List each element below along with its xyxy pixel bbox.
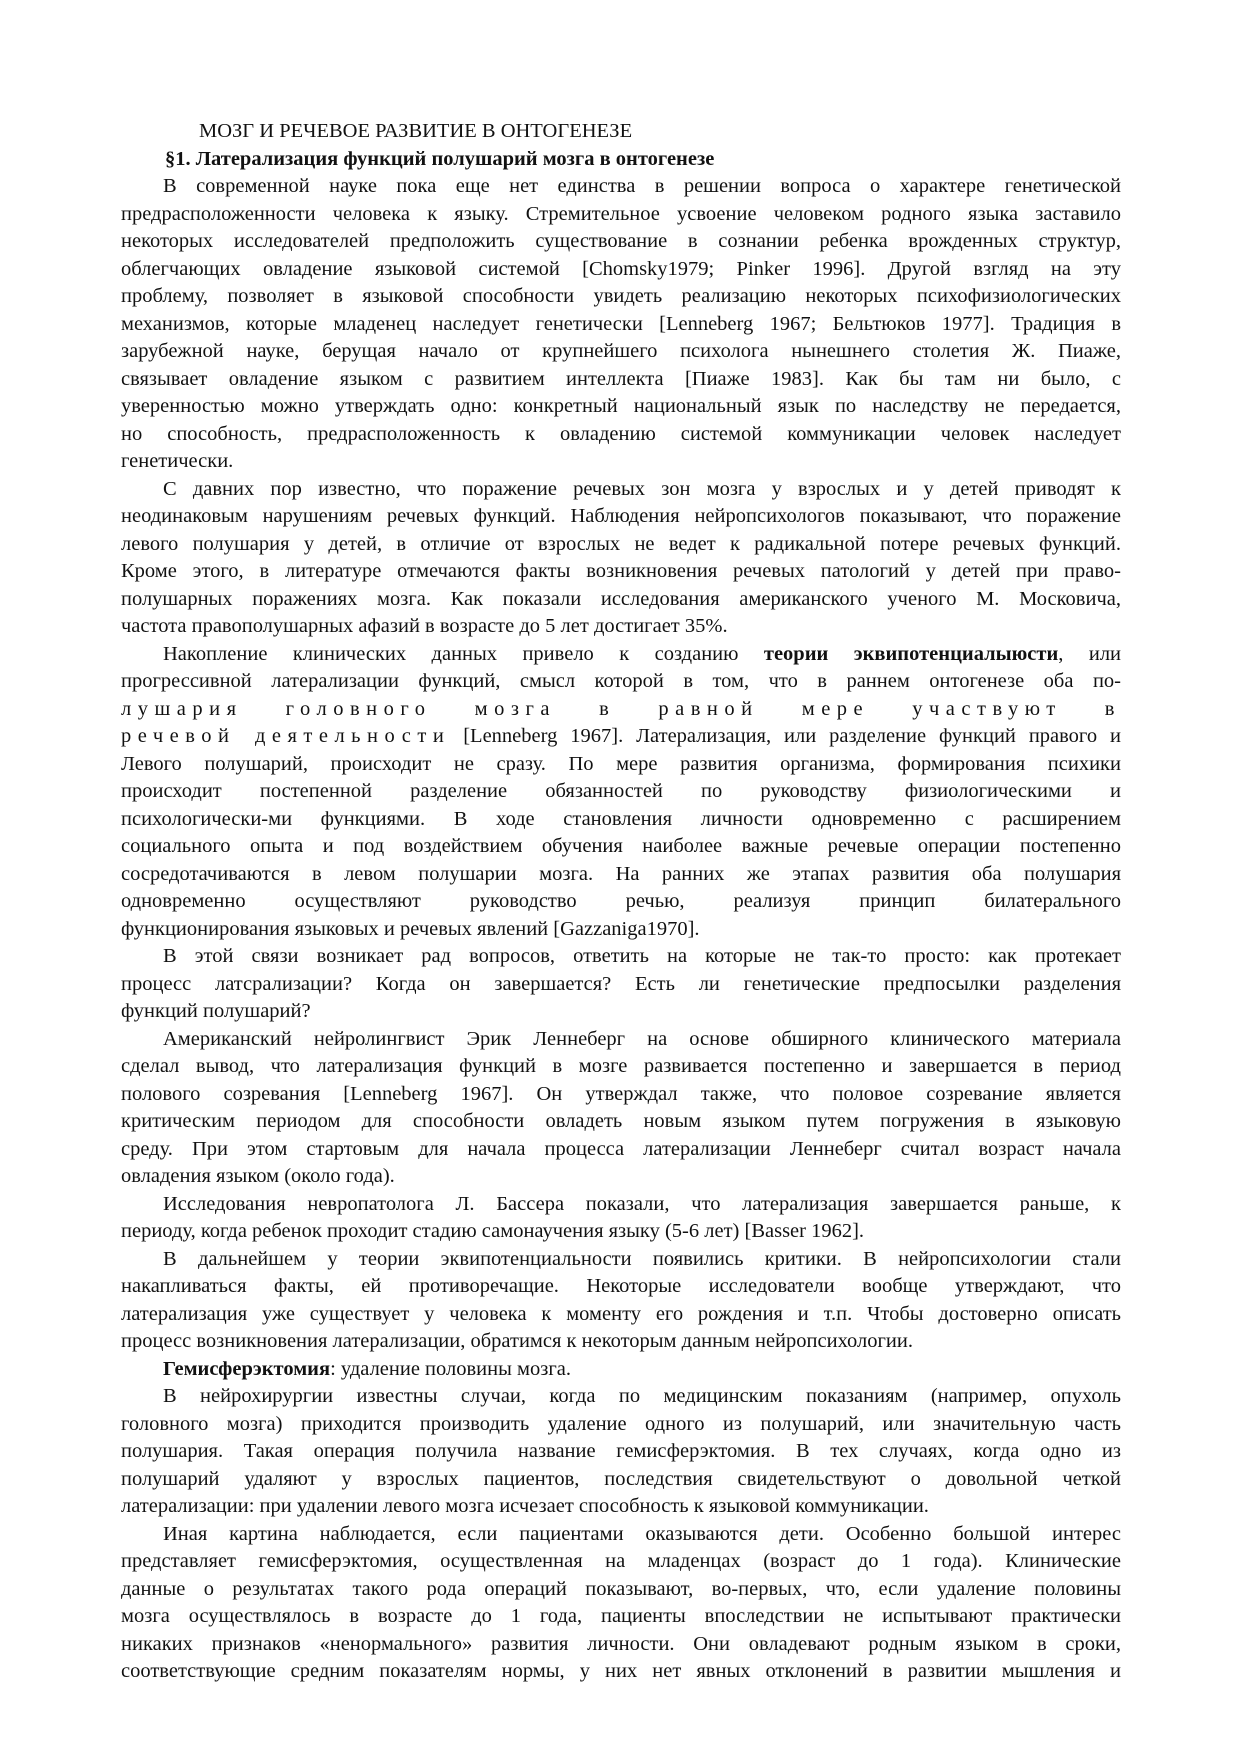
text-segment: Накопление клинических данных привело к созданию — [163, 642, 764, 665]
paragraph — [121, 173, 1121, 476]
text-line: частота правополушарных афазий в возрасте до 5 лет достигает 35%. — [121, 615, 728, 637]
text-line: головного мозга) приходится производить удаление одного из полушарий, или значительную часть — [121, 1412, 1121, 1435]
bold-term: Гемисферэктомия — [163, 1357, 331, 1380]
document-title: МОЗГ И РЕЧЕВОЕ РАЗВИТИЕ В ОНТОГЕНЕЗЕ — [199, 120, 633, 142]
section-heading: §1. Латерализация функций полушарий мозга в онтогенезе — [165, 147, 715, 170]
text-line: одновременно осуществляют руководство речью, реализуя принцип билатерального — [121, 890, 1121, 912]
text-line: процесс возникновения латерализации, обратимся к некоторым данным нейропсихологии. — [121, 1330, 913, 1352]
bold-term: теории эквипотенциалыюсти — [763, 642, 1059, 665]
text-line: неодинаковым нарушениям речевых функций. Наблюдения нейропсихологов показывают, что поражение — [121, 505, 1121, 527]
text-line: среду. При этом стартовым для начала процесса латерализации Леннеберг считал возраст начала — [121, 1137, 1121, 1160]
text-line: полушарий удаляют у взрослых пациентов, последствия свидетельствуют о довольной четкой — [121, 1467, 1121, 1490]
text-line: психологически-ми функциями. В ходе становления личности одновременно с расширением — [121, 807, 1121, 830]
text-line: С давних пор известно, что поражение речевых зон мозга у взрослых и у детей приводят к — [163, 477, 1121, 500]
document-body — [121, 173, 1121, 1686]
paragraph — [121, 1356, 1121, 1384]
paragraph — [121, 641, 1121, 944]
spaced-text: речевой деятельности — [121, 725, 451, 747]
text-line: процесс латсрализации? Когда он завершается? Есть ли генетические предпосылки разделения — [121, 972, 1121, 995]
text-line: мозга осуществлялось в возрасте до 1 года, пациенты впоследствии не испытывают практически — [121, 1605, 1121, 1627]
text-line: В современной науке пока еще нет единства в решении вопроса о характере генетической — [163, 175, 1121, 197]
paragraph — [121, 476, 1121, 641]
text-line: никаких признаков «ненормального» развития личности. Они овладевают родным языком в сроки, — [121, 1632, 1121, 1655]
text-line: функционирования языковых и речевых явлений [Gazzaniga1970]. — [121, 917, 700, 940]
text-line: периоду, когда ребенок проходит стадию самонаучения языку (5-6 лет) [Basser 1962]. — [121, 1220, 865, 1242]
text-line: зарубежной науке, берущая начало от крупнейшего психолога нынешнего столетия Ж. Пиаже, — [121, 340, 1121, 362]
text-line: критическим периодом для способности овладеть новым языком путем погружения в языковую — [121, 1110, 1121, 1132]
text-line: латерализации: при удалении левого мозга исчезает способность к языковой коммуникации. — [121, 1495, 929, 1517]
spaced-text: лушария головного мозга в равной мере участвуют в — [121, 697, 1121, 720]
text-line: соответствующие средним показателям нормы, у них нет явных отклонений в развитии мышления и — [121, 1660, 1121, 1682]
text-line: В дальнейшем у теории эквипотенциальности появились критики. В нейропсихологии стали — [163, 1247, 1121, 1270]
paragraph — [121, 1383, 1121, 1521]
text-line: левого полушария у детей, в отличие от взрослых не ведет к радикальной потере речевых функций. — [121, 532, 1121, 555]
text-line: полового созревания [Lenneberg 1967]. Он утверждал также, что половое созревание является — [121, 1082, 1121, 1105]
text-line: Левого полушарий, происходит не сразу. По мере развития организма, формирования психики — [121, 752, 1121, 775]
text-line: уверенностью можно утверждать одно: конкретный национальный язык по наследству не передается, — [121, 395, 1121, 417]
text-line — [121, 641, 1121, 669]
text-line — [121, 1356, 1121, 1384]
text-segment: , или — [1058, 642, 1121, 665]
text-line: представляет гемисферэктомия, осуществленная на младенцах (возраст до 1 года). Клинические — [121, 1550, 1121, 1572]
text-line: Иная картина наблюдается, если пациентами оказываются дети. Особенно большой интерес — [163, 1522, 1121, 1545]
text-line: некоторых исследователей предположить существование в сознании ребенка врожденных структур, — [121, 230, 1121, 252]
text-line: полушарных поражениях мозга. Как показали исследования американского ученого М. Московича, — [121, 587, 1121, 610]
paragraph — [121, 943, 1121, 1026]
text-segment: : удаление половины мозга. — [330, 1357, 571, 1380]
text-line: социального опыта и под воздействием обучения наиболее важные речевые операции постепенно — [121, 835, 1121, 857]
text-line: Исследования невропатолога Л. Бассера показали, что латерализация завершается раньше, к — [163, 1192, 1121, 1215]
text-line: функций полушарий? — [121, 1000, 311, 1022]
text-line: прогрессивной латерализации функций, смысл которой в том, что в раннем онтогенезе оба по- — [121, 670, 1121, 692]
text-line: накапливаться факты, ей противоречащие. Некоторые исследователи вообще утверждают, что — [121, 1275, 1121, 1297]
text-line: сделал вывод, что латерализация функций в мозге развивается постепенно и завершается в период — [121, 1055, 1121, 1077]
text-line — [121, 723, 1121, 751]
text-line: облегчающих овладение языковой системой [Chomsky1979; Pinker 1996]. Другой взгляд на эту — [121, 257, 1121, 280]
document-page — [121, 118, 1121, 1686]
text-line: сосредотачиваются в левом полушарии мозга. На ранних же этапах развития оба полушария — [121, 862, 1121, 885]
text-line: Кроме этого, в литературе отмечаются факты возникновения речевых патологий у детей при право- — [121, 560, 1121, 582]
text-line: генетически. — [121, 450, 234, 472]
text-line: предрасположенности человека к языку. Стремительное усвоение человеком родного языка заставило — [121, 202, 1121, 225]
text-line: но способность, предрасположенность к овладению системой коммуникации человек наследует — [121, 422, 1121, 445]
paragraph — [121, 1191, 1121, 1246]
text-line: проблему, позволяет в языковой способности увидеть реализацию некоторых психофизиологических — [121, 285, 1121, 307]
paragraph — [121, 1246, 1121, 1356]
text-line: В этой связи возникает рад вопросов, ответить на которые не так-то просто: как протекает — [163, 945, 1121, 967]
text-line: механизмов, которые младенец наследует генетически [Lenneberg 1967; Бельтюков 1977]. Традиция в — [121, 312, 1121, 335]
paragraph — [121, 1521, 1121, 1686]
paragraph — [121, 1026, 1121, 1191]
text-line: данные о результатах такого рода операций показывают, во-первых, что, если удаление половины — [121, 1577, 1121, 1600]
text-line: полушария. Такая операция получила название гемисферэктомия. В тех случаях, когда одно из — [121, 1440, 1121, 1462]
text-line: овладения языком (около года). — [121, 1165, 395, 1187]
text-segment: [Lenneberg 1967]. Латерализация, или разделение функций правого и — [450, 725, 1121, 747]
text-line — [121, 696, 1121, 724]
text-line: происходит постепенной разделение обязанностей по руководству физиологическими и — [121, 780, 1121, 802]
text-line: связывает овладение языком с развитием интеллекта [Пиаже 1983]. Как бы там ни было, с — [121, 367, 1121, 390]
text-line: Американский нейролингвист Эрик Леннеберг на основе обширного клинического материала — [163, 1027, 1121, 1050]
text-line: латерализация уже существует у человека к моменту его рождения и т.п. Чтобы достоверно описать — [121, 1302, 1121, 1325]
text-line: В нейрохирургии известны случаи, когда по медицинским показаниям (например, опухоль — [163, 1385, 1121, 1407]
